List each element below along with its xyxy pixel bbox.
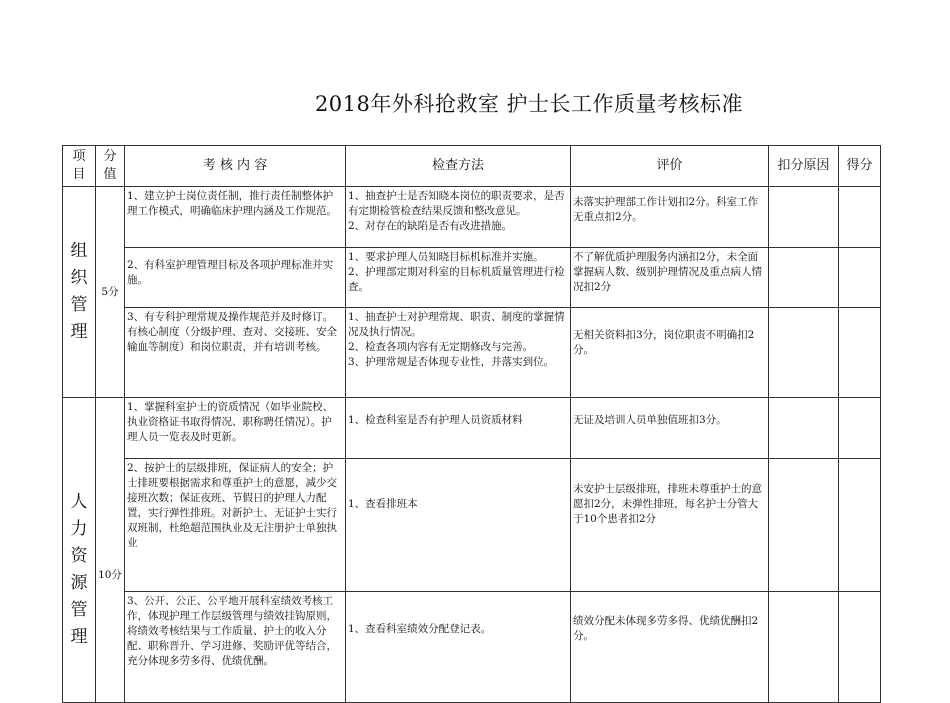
header-method: 检查方法 bbox=[346, 146, 571, 187]
method-cell: 1、抽查护士对护理常规、职责、制度的掌握情况及执行情况。 2、检查各项内容有无定期修改与完善。 3、护理常规是否体现专业性，并落实到位。 bbox=[346, 308, 571, 398]
header-item: 项 目 bbox=[63, 146, 96, 187]
content-cell: 2、有科室护理管理目标及各项护理标准并实施。 bbox=[125, 248, 346, 308]
method-cell: 1、要求护理人员知晓目标机标准并实施。 2、护理部定期对科室的目标机质量管理进行检查。 bbox=[346, 248, 571, 308]
gain-cell bbox=[839, 459, 881, 592]
method-cell: 1、抽查护士是否知晓本岗位的职责要求，是否有定期检管检查结果反馈和整改意见。 2、对存在的缺陷是否有改进措施。 bbox=[346, 187, 571, 248]
deduct-reason-cell bbox=[769, 187, 839, 248]
header-evaluation: 评价 bbox=[571, 146, 769, 187]
gain-cell bbox=[839, 592, 881, 703]
deduct-reason-cell bbox=[769, 459, 839, 592]
evaluation-cell: 无相关资料扣3分，岗位职责不明确扣2分。 bbox=[571, 308, 769, 398]
header-deduct-reason: 扣分原因 bbox=[769, 146, 839, 187]
header-score: 分 值 bbox=[96, 146, 125, 187]
table-row bbox=[63, 459, 881, 592]
content-cell: 1、建立护士岗位责任制，推行责任制整体护理工作模式，明确临床护理内涵及工作规范。 bbox=[125, 187, 346, 248]
page-title: 2018年外科抢救室 护士长工作质量考核标准 bbox=[314, 92, 744, 116]
evaluation-cell: 无证及培训人员单独值班扣3分。 bbox=[571, 398, 769, 459]
method-cell: 1、查看科室绩效分配登记表。 bbox=[346, 592, 571, 703]
gain-cell bbox=[839, 248, 881, 308]
content-cell: 3、公开、公正、公平地开展科室绩效考核工作，体现护理工作层级管理与绩效挂钩原则，将绩效考核结果与工作质量、护士的收入分配、职称晋升、学习进修、奖励评优等结合，充分体现多劳多得、优绩优酬。 bbox=[125, 592, 346, 703]
gain-cell bbox=[839, 308, 881, 398]
category-cell: 人 力 资 源 管 理 bbox=[63, 398, 96, 703]
table-row bbox=[63, 248, 881, 308]
evaluation-cell: 绩效分配未体现多劳多得、优绩优酬扣2分。 bbox=[571, 592, 769, 703]
content-cell: 1、掌握科室护士的资质情况（如毕业院校、执业资格证书取得情况、职称聘任情况）。护理人员一览表及时更新。 bbox=[125, 398, 346, 459]
deduct-reason-cell bbox=[769, 398, 839, 459]
assessment-table bbox=[62, 145, 881, 703]
header-gain: 得分 bbox=[839, 146, 881, 187]
method-cell: 1、查看排班本 bbox=[346, 459, 571, 592]
content-cell: 3、有专科护理常规及操作规范并及时修订。有核心制度（分级护理、查对、交接班、安全输血等制度）和岗位职责，并有培训考核。 bbox=[125, 308, 346, 398]
table-row bbox=[63, 592, 881, 703]
deduct-reason-cell bbox=[769, 308, 839, 398]
evaluation-cell: 不了解优质护理服务内涵扣2分，未全面掌握病人数、级别护理情况及重点病人情况扣2分 bbox=[571, 248, 769, 308]
score-cell: 10分 bbox=[96, 398, 125, 703]
header-row bbox=[63, 146, 881, 187]
table-row bbox=[63, 187, 881, 248]
table-row bbox=[63, 308, 881, 398]
table-row bbox=[63, 398, 881, 459]
gain-cell bbox=[839, 187, 881, 248]
evaluation-cell: 未落实护理部工作计划扣2分。科室工作无重点扣2分。 bbox=[571, 187, 769, 248]
deduct-reason-cell bbox=[769, 248, 839, 308]
header-content: 考 核 内 容 bbox=[125, 146, 346, 187]
evaluation-cell: 未安护士层级排班，排班未尊重护士的意愿扣2分，未弹性排班，每名护士分管大于10个患者扣2分 bbox=[571, 459, 769, 592]
gain-cell bbox=[839, 398, 881, 459]
deduct-reason-cell bbox=[769, 592, 839, 703]
category-cell: 组 织 管 理 bbox=[63, 187, 96, 398]
content-cell: 2、按护士的层级排班，保证病人的安全；护士排班要根据需求和尊重护士的意愿，减少交接班次数；保证夜班、节假日的护理人力配置，实行弹性排班。对新护士、无证护士实行双班制，杜绝超范围执业及无注册护士单独执业 bbox=[125, 459, 346, 592]
score-cell: 5分 bbox=[96, 187, 125, 398]
method-cell: 1、检查科室是否有护理人员资质材料 bbox=[346, 398, 571, 459]
